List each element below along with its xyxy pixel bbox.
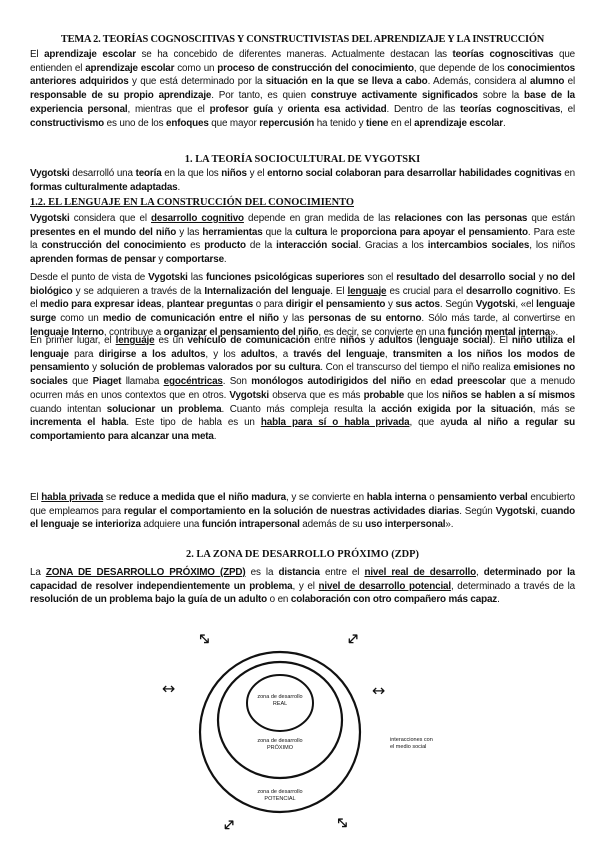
emphasis-run: proporciona para apoyar el pensamiento: [340, 226, 528, 238]
emphasis-run: lenguaje surge: [30, 299, 575, 325]
emphasis-run: sus actos: [395, 299, 440, 311]
emphasis-run: funciones psicológicas superiores: [205, 272, 365, 283]
language-paragraph-3: En primer lugar, el lenguaje es un vehículo de comunicación entre niños y adultos (lenguaje social). El niño utiliza el lenguaje para dirigirse a los adultos, y los adultos, a través del lenguaje, transmiten a los niños los modos de pensamiento y solución de problemas valorados por su cultura. Con el transcurso del tiempo el niño realiza emisiones no sociales que Piaget llamaba egocéntricas. Son monólogos autodirigidos del niño en edad preescolar que a menudo ocurren más en unos contextos que en otros. Vygotski observa que es más probable que los niños se hablen a sí mismos cuando intentan solucionar un problema. Cuanto más compleja resulta la acción exigida por la situación, más se incrementa el habla. Este tipo de habla es un habla para sí o habla privada, que ayuda al niño a regular su comportamiento para alcanzar una meta.: [30, 335, 576, 442]
label-social-interactions: [390, 737, 460, 750]
emphasis-run: niños se hablen a sí mismos: [441, 389, 575, 401]
emphasis-run: enfoques: [166, 117, 209, 129]
emphasis-run: niño utiliza el lenguaje: [30, 335, 575, 360]
emphasis-run: función mental interna: [447, 326, 551, 338]
emphasis-run: base de la experiencia personal: [30, 90, 576, 115]
emphasis-run: adultos: [240, 348, 275, 360]
emphasis-run: medio de comunicación entre el niño: [102, 313, 279, 325]
arrow-bottom-left-icon: ↔: [217, 813, 241, 836]
emphasis-run: emisiones no sociales: [30, 362, 575, 388]
arrow-left-icon: ↔: [162, 679, 176, 698]
emphasis-run: conocimientos anteriores adquiridos: [30, 62, 576, 88]
emphasis-run: constructivismo: [30, 117, 105, 129]
arrow-right-icon: ↔: [372, 681, 386, 700]
emphasis-run: lenguaje social: [419, 335, 490, 346]
emphasis-run: entorno social colaboran para desarrollar habilidades cognitivas: [267, 168, 562, 179]
emphasis-run: proceso de construcción del conocimiento: [217, 62, 414, 74]
emphasis-run: aprenden formas de pensar: [30, 254, 156, 266]
language-paragraph-4: El habla privada se reduce a medida que el niño madura, y se convierte en habla interna o pensamiento verbal encubierto que empleamos para regular el comportamiento en la solución de nuestras actividades diarias. Según Vygotski, cuando el lenguaje se interioriza adquiere una función intrapersonal además de su uso interpersonal».: [30, 492, 575, 531]
emphasis-run: herramientas: [202, 226, 263, 238]
emphasis-run: uda al niño a regular su comportamiento para alcanzar una meta: [30, 417, 576, 442]
emphasis-run: tiene: [365, 117, 389, 129]
emphasis-run: función intrapersonal: [201, 519, 300, 531]
emphasis-run: Internalización del lenguaje: [204, 285, 331, 297]
emphasis-run: teorías cognoscitivas: [460, 103, 561, 115]
zdp-paragraph: La ZONA DE DESARROLLO PRÓXIMO (ZPD) es la distancia entre el nivel real de desarrollo, determinado por la capacidad de resolver independientemente un problema, y el nivel de desarrollo potencial, determinado a través de la resolución de un problema bajo la guía de un adulto o en colaboración con otro compañero más capaz.: [30, 567, 576, 606]
language-paragraph-1: Vygotski considera que el desarrollo cognitivo depende en gran medida de las relaciones con las personas que están presentes en el mundo del niño y las herramientas que la cultura le proporciona para apoyar el pensamiento. Para este la construcción del conocimiento es producto de la interacción social. Gracias a los intercambios sociales, los niños aprenden formas de pensar y comportarse.: [30, 213, 575, 266]
emphasis-run: habla interna: [366, 492, 427, 503]
heading-language-knowledge: 1.2. EL LENGUAJE EN LA CONSTRUCCIÓN DEL CONOCIMIENTO: [30, 197, 354, 208]
emphasis-run: adultos: [378, 335, 413, 346]
emphasis-run: resultado del desarrollo social: [396, 272, 536, 283]
emphasis-run: distancia: [278, 567, 320, 578]
emphasis-run: cultura: [295, 226, 328, 238]
heading-sociocultural-theory: 1. LA TEORÍA SOCIOCULTURAL DE VYGOTSKI: [184, 154, 421, 165]
language-paragraph-2: Desde el punto de vista de Vygotski las funciones psicológicas superiores son el resultado del desarrollo social y no del biológico y se adquieren a través de la Internalización del lenguaje. El lenguaje es crucial para el desarrollo cognitivo. Es el medio para expresar ideas, plantear preguntas o para dirigir el pensamiento y sus actos. Según Vygotski, «el lenguaje surge como un medio de comunicación entre el niño y las personas de su entorno. Sólo más tarde, al convertirse en lenguaje Interno, contribuye a organizar el pensamiento del niño, es decir, se convierte en una función mental interna».: [30, 272, 576, 338]
emphasis-run: Vygotski: [30, 168, 70, 179]
emphasis-run: producto: [204, 240, 246, 252]
intro-paragraph: El aprendizaje escolar se ha concebido de diferentes maneras. Actualmente destacan las teorías cognoscitivas que entienden el aprendizaje escolar como un proceso de construcción del conocimiento, que depende de los conocimientos anteriores adquiridos y que está determinado por la situación en la que se lleva a cabo. Además, considera al alumno el responsable de su propio aprendizaje. Por tanto, es quien construye activamente significados sobre la base de la experiencia personal, mientras que el profesor guía y orienta esa actividad. Dentro de las teorías cognoscitivas, el constructivismo es uno de los enfoques que mayor repercusión ha tenido y tiene en el aprendizaje escolar.: [30, 49, 576, 129]
emphasis-run: nivel de desarrollo potencial: [318, 580, 451, 592]
emphasis-run: uso interpersonal: [365, 519, 446, 531]
emphasis-run: situación en la que se lleva a cabo: [265, 76, 428, 88]
emphasis-run: Vygotski: [495, 505, 536, 517]
document-title: TEMA 2. TEORÍAS COGNOSCITIVAS Y CONSTRUCTIVISTAS DEL APRENDIZAJE Y LA INSTRUCCIÓN: [60, 34, 545, 45]
emphasis-run: presentes en el mundo del niño: [30, 226, 177, 238]
emphasis-run: desarrollo cognitivo: [151, 213, 244, 224]
emphasis-run: Vygotski: [148, 272, 188, 283]
label-zone-potencial: [248, 789, 312, 802]
emphasis-run: organizar el pensamiento del niño: [163, 326, 319, 338]
emphasis-run: medio para expresar ideas: [40, 299, 162, 311]
emphasis-run: profesor guía: [209, 103, 273, 115]
emphasis-run: construcción del conocimiento: [41, 240, 186, 252]
emphasis-run: lenguaje: [347, 285, 387, 297]
emphasis-run: teorías cognoscitivas: [452, 49, 554, 60]
arrow-top-left-icon: ↔: [193, 627, 217, 650]
emphasis-run: aprendizaje escolar: [414, 117, 503, 129]
emphasis-run: formas culturalmente adaptadas: [30, 181, 178, 193]
emphasis-run: niños: [221, 168, 247, 179]
emphasis-run: habla privada: [41, 492, 104, 503]
zdp-diagram: [150, 625, 460, 840]
ring-proximo: [218, 662, 342, 778]
emphasis-run: edad preescolar: [430, 376, 506, 388]
emphasis-run: nivel real de desarrollo: [364, 567, 477, 578]
label-social-interactions-text: interacciones con el medio social: [390, 737, 433, 750]
label-zone-real: [252, 694, 308, 707]
emphasis-run: Piaget: [92, 376, 122, 388]
emphasis-run: construye activamente significados: [310, 90, 478, 102]
emphasis-run: solución de problemas valorados por su cultura: [99, 362, 321, 374]
label-zone-real-text: zona de desarrollo REAL: [257, 694, 303, 707]
emphasis-run: habla para sí o habla privada: [260, 417, 410, 429]
emphasis-run: determinado por la capacidad de resolver independientemente un problema: [30, 567, 576, 592]
emphasis-run: comportarse: [165, 254, 224, 266]
label-zone-proximo: [248, 738, 312, 751]
emphasis-run: acción exigida por la situación: [381, 403, 533, 415]
label-zone-potencial-text: zona de desarrollo POTENCIAL: [257, 789, 303, 802]
emphasis-run: Vygotski: [475, 299, 516, 311]
zdp-rings: [150, 625, 460, 840]
emphasis-run: personas de su entorno: [308, 313, 422, 325]
arrow-top-right-icon: ↔: [341, 627, 365, 650]
emphasis-run: reduce a medida que el niño madura: [118, 492, 286, 503]
emphasis-run: resolución de un problema bajo la guía de un adulto: [30, 594, 268, 606]
emphasis-run: Vygotski: [30, 213, 70, 224]
emphasis-run: no del biológico: [30, 272, 575, 297]
arrow-bottom-right-icon: ↔: [331, 811, 355, 834]
emphasis-run: lenguaje Interno: [30, 326, 104, 338]
vygotski-paragraph: Vygotski desarrolló una teoría en la que los niños y el entorno social colaboran para desarrollar habilidades cognitivas en formas culturalmente adaptadas.: [30, 168, 575, 193]
emphasis-run: transmiten a los niños los modos de pensamiento: [30, 348, 575, 374]
emphasis-run: pensamiento verbal: [437, 492, 528, 503]
emphasis-run: alumno: [530, 76, 565, 88]
emphasis-run: lenguaje: [115, 335, 155, 346]
emphasis-run: Vygotski: [229, 389, 269, 401]
emphasis-run: cuando el lenguaje se interioriza: [30, 505, 575, 531]
emphasis-run: teoría: [135, 168, 162, 179]
emphasis-run: dirigirse a los adultos: [98, 348, 206, 360]
emphasis-run: plantear preguntas: [166, 299, 254, 311]
label-zone-proximo-text: zona de desarrollo PRÓXIMO: [257, 738, 303, 751]
emphasis-run: responsable de su propio aprendizaje: [30, 90, 212, 102]
emphasis-run: dirigir el pensamiento: [285, 299, 386, 311]
emphasis-run: través del lenguaje: [293, 348, 385, 360]
emphasis-run: vehículo de comunicación: [187, 335, 311, 346]
emphasis-run: colaboración con otro compañero más capaz: [290, 594, 498, 606]
emphasis-run: probable: [363, 389, 405, 401]
emphasis-run: regular el comportamiento en la solución de nuestras actividades diarias: [123, 505, 460, 517]
emphasis-run: aprendizaje escolar: [44, 49, 136, 60]
emphasis-run: intercambios sociales: [427, 240, 530, 252]
emphasis-run: interacción social: [276, 240, 359, 252]
emphasis-run: ZONA DE DESARROLLO PRÓXIMO (ZPD): [45, 567, 246, 578]
emphasis-run: aprendizaje escolar: [85, 62, 175, 74]
emphasis-run: solucionar un problema: [106, 403, 222, 415]
emphasis-run: orienta esa actividad: [287, 103, 387, 115]
emphasis-run: monólogos autodirigidos del niño: [251, 376, 411, 388]
emphasis-run: relaciones con las personas: [394, 213, 528, 224]
emphasis-run: incrementa el habla: [30, 417, 127, 429]
emphasis-run: egocéntricas: [163, 376, 223, 388]
heading-zdp: 2. LA ZONA DE DESARROLLO PRÓXIMO (ZDP): [186, 549, 419, 560]
emphasis-run: repercusión: [259, 117, 315, 129]
emphasis-run: niños: [339, 335, 366, 346]
emphasis-run: desarrollo cognitivo: [466, 285, 559, 297]
